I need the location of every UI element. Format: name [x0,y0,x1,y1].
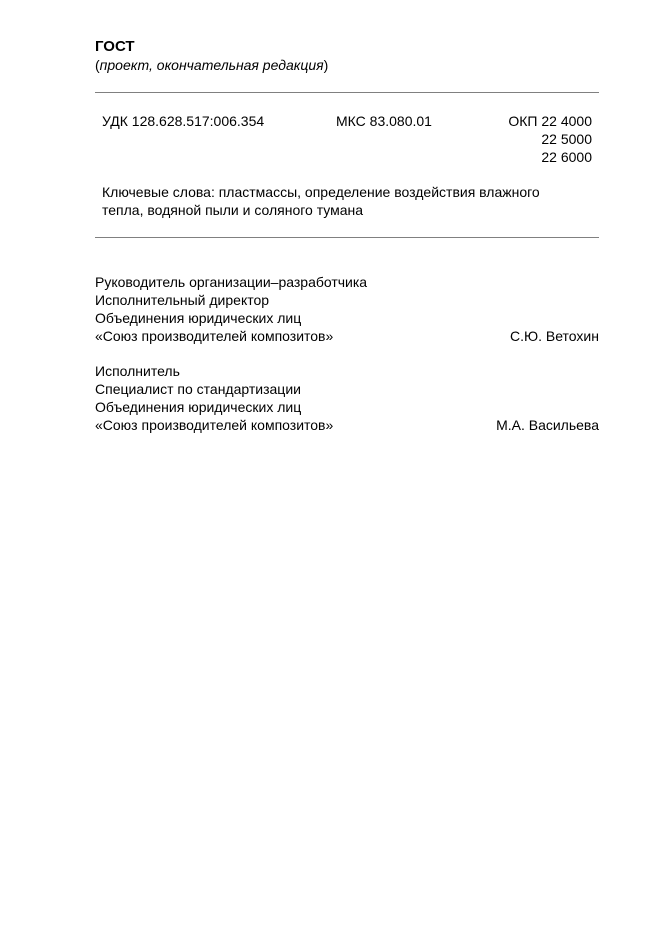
signature-line: Исполнительный директор [95,292,270,308]
standard-subtitle [95,57,328,74]
okp-code-2: 22 5000 [541,131,592,147]
keywords-paragraph [102,183,597,219]
signature-line: Объединения юридических лиц [95,310,302,326]
subtitle-close-paren: ) [323,57,329,73]
signature-final-line [95,416,599,434]
top-divider [95,92,599,93]
signature-line: Специалист по стандартизации [95,381,301,397]
subtitle-open-paren: ( [95,57,100,73]
keywords-line-2: тепла, водяной пыли и соляного тумана [102,202,364,218]
bottom-divider [95,237,599,238]
mks-code: МКС 83.080.01 [336,113,432,129]
okp-code-3: 22 6000 [541,149,592,165]
standard-title: ГОСТ [95,38,135,55]
signature-line: Исполнитель [95,363,180,379]
subtitle-text: проект, окончательная редакция [99,57,324,73]
signature-final-line [95,327,599,345]
signature-block-executor [95,362,599,434]
signature-line: Руководитель организации–разработчика [95,274,368,290]
signature-organization: «Союз производителей композитов» [95,417,334,433]
signature-block-developer [95,273,599,345]
signature-line: Объединения юридических лиц [95,399,302,415]
signature-organization: «Союз производителей композитов» [95,328,334,344]
okp-code-1: ОКП 22 4000 [508,113,592,129]
signatory-name: С.Ю. Ветохин [509,328,599,344]
udk-code: УДК 128.628.517:006.354 [102,113,265,129]
keywords-line-1: Ключевые слова: пластмассы, определение воздействия влажного [102,184,540,200]
okp-codes [480,112,592,166]
signatory-name: М.А. Васильева [496,417,599,433]
